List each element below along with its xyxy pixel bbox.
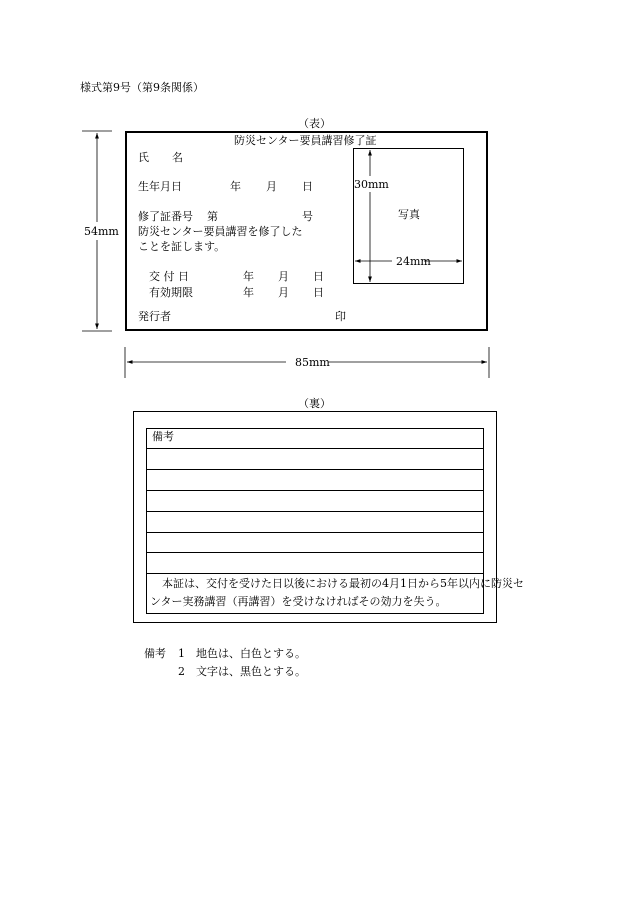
dob-label: 生年月日 (138, 180, 182, 193)
table-row-line (147, 490, 483, 491)
dob-day: 日 (302, 180, 313, 193)
table-row-line (147, 469, 483, 470)
card-height-label: 54mm (84, 225, 119, 238)
photo-width-label: 24mm (396, 255, 431, 268)
table-row-line (147, 573, 483, 574)
issue-date-label: 交 付 日 (149, 270, 189, 283)
footer-label: 備考 (144, 647, 166, 660)
table-row-line (147, 511, 483, 512)
remarks-header: 備考 (152, 430, 174, 443)
photo-height-label: 30mm (354, 178, 389, 191)
name-label-2: 名 (172, 151, 183, 164)
issue-year: 年 (243, 270, 254, 283)
seal-mark: 印 (335, 310, 346, 323)
back-note-line-1: 本証は、交付を受けた日以後における最初の4月1日から5年以内に防災セ (162, 577, 524, 590)
back-note-line-2: ンター実務講習（再講習）を受けなければその効力を失う。 (150, 595, 447, 608)
back-side-label: （裏） (298, 397, 331, 410)
dob-year: 年 (230, 180, 241, 193)
front-side-label: （表） (298, 117, 331, 130)
issue-day: 日 (313, 270, 324, 283)
table-row-line (147, 448, 483, 449)
footer-item-text: 文字は、黒色とする。 (196, 665, 306, 678)
name-label-1: 氏 (138, 151, 149, 164)
valid-day: 日 (313, 286, 324, 299)
cert-no-suffix: 号 (302, 210, 313, 223)
card-title: 防災センター要員講習修了証 (234, 134, 377, 147)
valid-year: 年 (243, 286, 254, 299)
cert-no-label: 修了証番号 (138, 210, 193, 223)
form-title: 様式第9号（第9条関係） (80, 81, 204, 94)
valid-month: 月 (278, 286, 289, 299)
footer-item-num: 2 (178, 665, 185, 678)
table-row-line (147, 532, 483, 533)
body-line-2: ことを証します。 (138, 240, 226, 253)
valid-until-label: 有効期限 (149, 286, 193, 299)
issue-month: 月 (278, 270, 289, 283)
table-row-line (147, 552, 483, 553)
footer-item-text: 地色は、白色とする。 (196, 647, 306, 660)
issuer-label: 発行者 (138, 310, 171, 323)
body-line-1: 防災センター要員講習を修了した (138, 225, 303, 238)
photo-label: 写真 (398, 208, 420, 221)
dob-month: 月 (266, 180, 277, 193)
cert-no-prefix: 第 (207, 210, 218, 223)
footer-item-num: 1 (178, 647, 185, 660)
card-width-label: 85mm (295, 356, 330, 369)
